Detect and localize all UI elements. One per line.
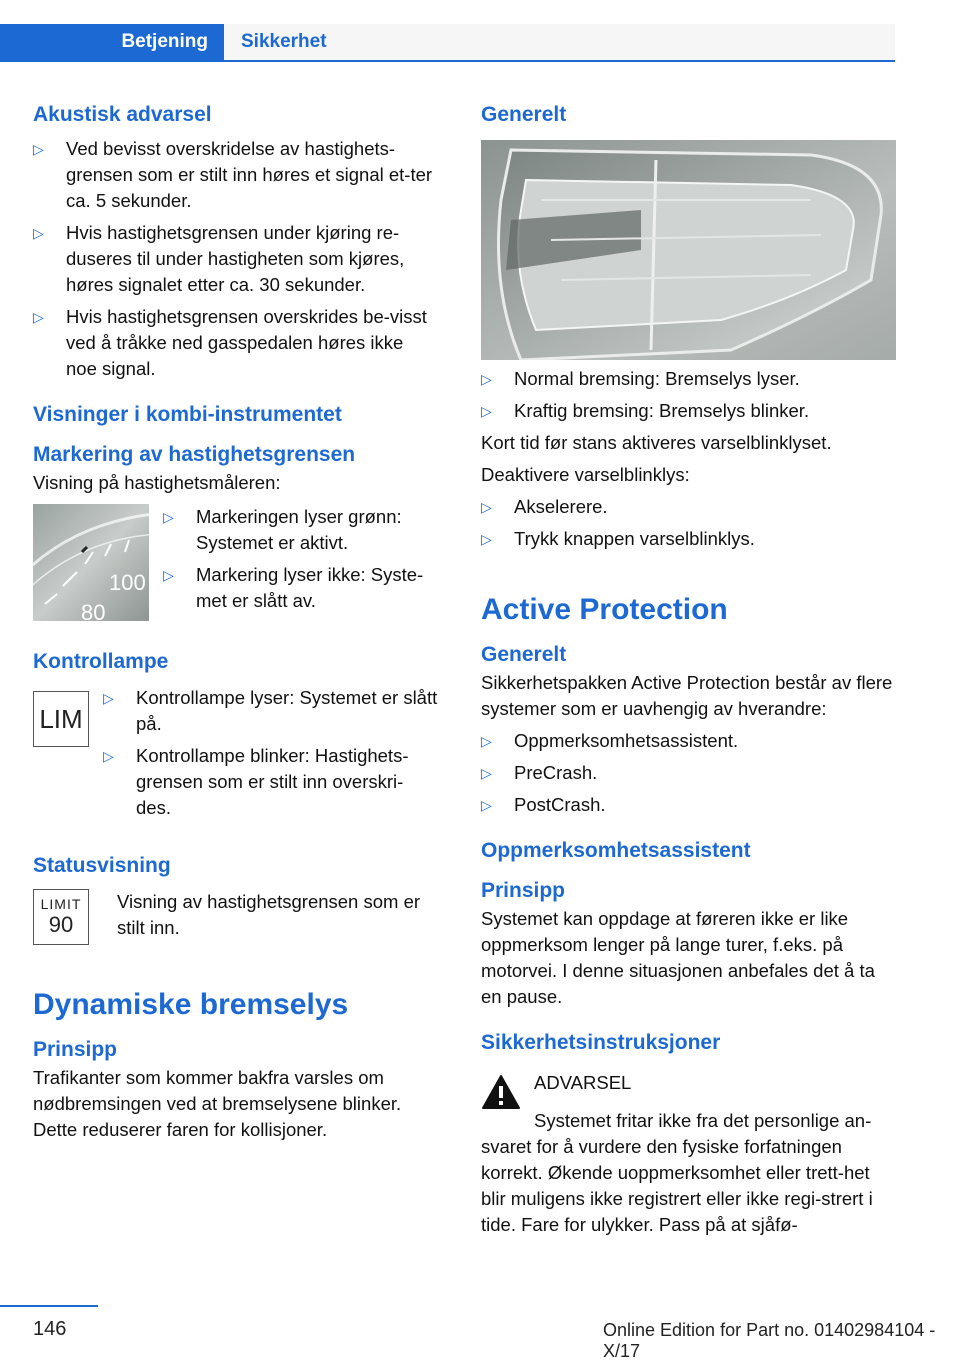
triangle-bullet-icon: ▷	[163, 567, 174, 583]
list-item	[163, 504, 438, 556]
heading-active-protection: Active Protection	[481, 593, 728, 626]
list-item-text: PreCrash.	[514, 762, 598, 783]
list-item-text: Normal bremsing: Bremselys lyser.	[514, 368, 800, 389]
triangle-bullet-icon: ▷	[481, 733, 492, 749]
gauge-label-80: 80	[81, 600, 106, 621]
kort-tid-text: Kort tid før stans aktiveres varselblinklyset.	[481, 432, 832, 453]
warning-label: ADVARSEL	[534, 1072, 632, 1093]
heading-kontrollampe: Kontrollampe	[33, 650, 169, 673]
markering-text	[163, 504, 438, 621]
heading-oppmerksomhetsassistent: Oppmerksomhetsassistent	[481, 839, 751, 862]
triangle-bullet-icon: ▷	[33, 141, 44, 157]
gauge-label-100: 100	[109, 570, 146, 595]
triangle-bullet-icon: ▷	[481, 403, 492, 419]
section-tabbar	[0, 24, 895, 62]
triangle-bullet-icon: ▷	[103, 748, 114, 764]
list-item	[163, 562, 438, 614]
heading-generelt: Generelt	[481, 103, 567, 126]
list-item	[481, 792, 897, 818]
list-item	[33, 220, 438, 298]
heading-statusvisning: Statusvisning	[33, 854, 171, 877]
triangle-bullet-icon: ▷	[163, 509, 174, 525]
limit-figure	[33, 889, 89, 945]
list-item-text: Hvis hastighetsgrensen under kjøring re-duseres til under hastigheten som kjøres, høres signalet etter ca. 30 sekunder.	[66, 222, 405, 295]
prinsipp2-text: Systemet kan oppdage at føreren ikke er like oppmerksom lenger på lange turer, f.eks. på motorvei. I denne situasjonen anbefales det å ta en pause.	[481, 908, 875, 1007]
heading-dynamiske-bremselys: Dynamiske bremselys	[33, 988, 349, 1021]
heading-prinsipp-2: Prinsipp	[481, 879, 566, 902]
triangle-bullet-icon: ▷	[481, 499, 492, 515]
heading-visninger: Visninger i kombi-instrumentet	[33, 403, 342, 426]
list-item	[481, 494, 897, 520]
speedometer-image	[33, 504, 149, 621]
list-item-text: Markeringen lyser grønn: Systemet er aktivt.	[196, 506, 402, 553]
markering-list	[163, 504, 438, 614]
active-text: Sikkerhetspakken Active Protection består av flere systemer som er uavhengig av hverandre:	[481, 672, 893, 719]
tail-light-image	[481, 140, 896, 360]
heading-sikkerhetsinstruksjoner: Sikkerhetsinstruksjoner	[481, 1031, 721, 1054]
heading-prinsipp: Prinsipp	[33, 1038, 118, 1061]
status-text: Visning av hastighetsgrensen som er stilt inn.	[117, 891, 421, 938]
triangle-bullet-icon: ▷	[481, 371, 492, 387]
markering-intro: Visning på hastighetsmåleren:	[33, 472, 281, 493]
page-number: 146	[33, 1318, 67, 1340]
warning-text: Systemet fritar ikke fra det personlige an-svaret for å vurdere den fysiske forfatningen korrekt. Økende uoppmerksomhet eller trett-het blir muligens ikke registrert eller ikke regi-strert i tide. Fare for ulykker. Pass på at sjåfø-	[481, 1110, 873, 1235]
triangle-bullet-icon: ▷	[481, 531, 492, 547]
list-item-text: PostCrash.	[514, 794, 606, 815]
list-item-text: Kontrollampe lyser: Systemet er slått på.	[136, 687, 438, 734]
heading-markering: Markering av hastighetsgrensen	[33, 443, 356, 466]
limit-icon-value: 90	[48, 912, 74, 937]
list-item-text: Oppmerksomhetsassistent.	[514, 730, 739, 751]
lim-figure	[33, 685, 89, 821]
list-item	[103, 685, 438, 737]
akustisk-list	[33, 136, 438, 382]
limit-display-icon	[33, 889, 89, 945]
triangle-bullet-icon: ▷	[103, 690, 114, 706]
lim-indicator-icon: LIM	[33, 691, 89, 747]
brems-list	[481, 366, 897, 424]
heading-akustisk-advarsel: Akustisk advarsel	[33, 103, 212, 126]
deaktivere-text: Deaktivere varselblinklys:	[481, 464, 690, 485]
tab-betjening[interactable]: Betjening	[0, 24, 224, 60]
list-item-text: Ved bevisst overskridelse av hastighets-grensen som er stilt inn høres et signal et-ter ca. 5 sekunder.	[66, 138, 433, 211]
heading-generelt-2: Generelt	[481, 643, 567, 666]
warning-triangle-icon	[481, 1074, 521, 1110]
warning-content	[534, 1070, 631, 1110]
list-item-text: Trykk knappen varselblinklys.	[514, 528, 755, 549]
list-item	[481, 398, 897, 424]
kontrollampe-text	[103, 685, 438, 821]
markering-figure-row	[33, 504, 438, 621]
list-item	[481, 728, 897, 754]
list-item-text: Kontrollampe blinker: Hastighets-grensen som er stilt inn overskri-des.	[136, 745, 409, 818]
list-item-text: Kraftig bremsing: Bremselys blinker.	[514, 400, 810, 421]
list-item-text: Hvis hastighetsgrensen overskrides be-visst ved å tråkke ned gasspedalen høres ikke noe signal.	[66, 306, 427, 379]
list-item	[481, 366, 897, 392]
list-item	[481, 760, 897, 786]
triangle-bullet-icon: ▷	[481, 797, 492, 813]
right-column	[481, 100, 897, 1238]
speedometer-figure	[33, 504, 149, 621]
limit-icon-label: LIMIT	[40, 896, 82, 912]
prinsipp-text: Trafikanter som kommer bakfra varsles om nødbremsingen ved at bremselysene blinker. Dette reduserer faren for kollisjoner.	[33, 1067, 402, 1140]
edition-note: Online Edition for Part no. 01402984104 - X/17	[603, 1320, 936, 1361]
triangle-bullet-icon: ▷	[481, 765, 492, 781]
left-column	[33, 100, 438, 1143]
deaktivere-list	[481, 494, 897, 552]
triangle-bullet-icon: ▷	[33, 309, 44, 325]
list-item	[33, 136, 438, 214]
list-item	[481, 526, 897, 552]
list-item-text: Markering lyser ikke: Syste-met er slått av.	[196, 564, 424, 611]
list-item	[33, 304, 438, 382]
list-item	[103, 743, 438, 821]
active-list	[481, 728, 897, 818]
kontrollampe-list	[103, 685, 438, 821]
warning-block	[481, 1070, 897, 1110]
status-figure-row	[33, 889, 438, 945]
kontrollampe-figure-row	[33, 685, 438, 821]
tab-sikkerhet[interactable]: Sikkerhet	[224, 24, 895, 60]
list-item-text: Akselerere.	[514, 496, 608, 517]
triangle-bullet-icon: ▷	[33, 225, 44, 241]
footer-rule	[0, 1305, 98, 1307]
